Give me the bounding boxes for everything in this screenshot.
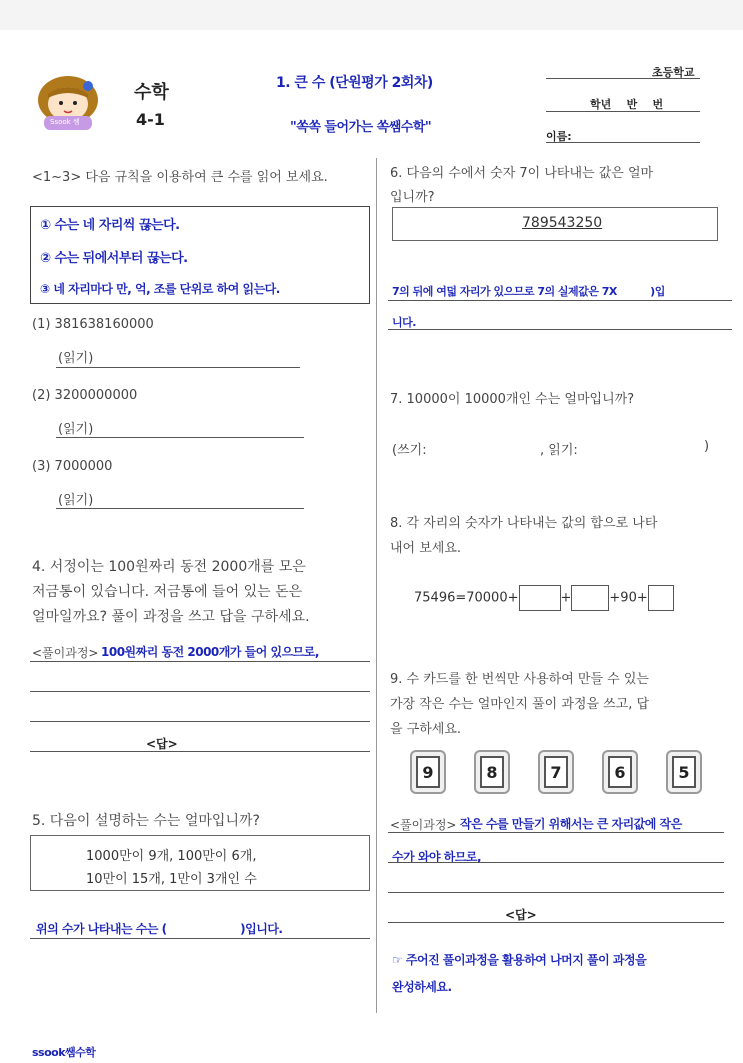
q8-blank-hundreds[interactable] (571, 585, 609, 611)
grade-label: 4-1 (136, 110, 165, 129)
q9-line-1: 9. 수 카드를 한 번씩만 사용하여 만들 수 있는 (390, 672, 649, 687)
q6-line-1: 6. 다음의 수에서 숫자 7이 나타내는 값은 얼마 (390, 166, 654, 181)
q4-line-3: 얼마일까요? 풀이 과정을 쓰고 답을 구하세요. (32, 609, 310, 625)
problem-2-label: (2) 3200000000 (32, 388, 138, 403)
q4-line-c[interactable] (30, 721, 370, 722)
name-label: 이름: (546, 130, 572, 143)
card-value: 5 (672, 756, 696, 788)
number-card-5 (666, 750, 702, 794)
q9-process-handwriting-1: 작은 수를 만들기 위해서는 큰 자리값에 작은 (460, 817, 682, 831)
q8-blank-ones[interactable] (648, 585, 674, 611)
q9-line-3: 을 구하세요. (390, 722, 462, 737)
number-card-9 (410, 750, 446, 794)
q7-write-label: (쓰기: (392, 443, 427, 458)
number-card-8 (474, 750, 510, 794)
card-value: 7 (544, 756, 568, 788)
q4-process-label: <풀이과정> (32, 646, 99, 660)
number-card-6 (602, 750, 638, 794)
q5-box-line-2: 10만이 15개, 1만이 3개인 수 (86, 872, 257, 887)
problem-3-read: (읽기) (58, 493, 94, 508)
school-label: 초등학교 (652, 66, 695, 79)
card-value: 8 (480, 756, 504, 788)
q9-line-2: 가장 작은 수는 얼마인지 풀이 과정을 쓰고, 답 (390, 697, 650, 712)
avatar (30, 72, 106, 130)
name-line (546, 142, 700, 143)
top-band (0, 0, 743, 30)
problem-1-read: (읽기) (58, 351, 94, 366)
card-value: 9 (416, 756, 440, 788)
subject-label: 수학 (134, 82, 169, 103)
q6-number-text: 789543250 (522, 215, 603, 231)
card-value: 6 (608, 756, 632, 788)
q9-answer-line[interactable] (388, 922, 724, 923)
problem-3-answer-line[interactable] (56, 508, 304, 509)
q8-expr-b: + (560, 590, 572, 606)
q9-answer-label: <답> (505, 908, 537, 922)
q7-question: 7. 10000이 10000개인 수는 얼마입니까? (390, 392, 635, 407)
q5-handwritten-answer: 위의 수가 나타내는 수는 ( )입니다. (36, 922, 283, 936)
q9-line-c[interactable] (388, 892, 724, 893)
q9-process-handwriting-2: 수가 와야 하므로, (392, 850, 482, 864)
q9-line-b[interactable] (388, 862, 724, 863)
q6-line-b[interactable] (388, 329, 732, 330)
q5-answer-line[interactable] (30, 938, 370, 939)
slogan: "쏙쏙 들어가는 쏙쌤수학" (290, 120, 432, 135)
q8-expr-c: +90+ (609, 590, 648, 606)
q5-box-line-1: 1000만이 9개, 100만이 6개, (86, 849, 257, 864)
q4-answer-line[interactable] (30, 751, 370, 752)
q8-expr-a: 75496=70000+ (414, 590, 519, 606)
number-card-7 (538, 750, 574, 794)
q4-process-handwriting: 100원짜리 동전 2000개가 들어 있으므로, (101, 645, 319, 659)
q6-line-2: 입니까? (390, 190, 435, 205)
q6-number (522, 215, 602, 231)
q8-blank-thousands[interactable] (519, 585, 561, 611)
q6-line-a[interactable] (388, 300, 732, 301)
problem-3-label: (3) 7000000 (32, 459, 113, 474)
q4-line-1: 4. 서정이는 100원짜리 동전 2000개를 모은 (32, 559, 306, 575)
unit-title: 1. 큰 수 (단원평가 2회차) (276, 75, 433, 91)
q9-process-label: <풀이과정> (390, 818, 457, 832)
q9-note-line-2: 완성하세요. (392, 980, 452, 994)
problem-1-label: (1) 381638160000 (32, 317, 154, 332)
q7-close-paren: ) (704, 439, 710, 454)
problem-2-read: (읽기) (58, 422, 94, 437)
footer-brand: ssook쌤수학 (32, 1046, 96, 1059)
school-line (546, 78, 700, 79)
problem-1-answer-line[interactable] (56, 367, 300, 368)
q5-question: 5. 다음이 설명하는 수는 얼마입니까? (32, 813, 260, 829)
q4-answer-label: <답> (146, 737, 178, 751)
problem-2-answer-line[interactable] (56, 437, 304, 438)
q7-read-label: , 읽기: (540, 443, 578, 458)
class-line (546, 111, 700, 112)
q8-expression (414, 585, 674, 611)
q6-handwriting-line-2: 니다. (392, 316, 416, 329)
q8-line-1: 8. 각 자리의 숫자가 나타내는 값의 합으로 나타 (390, 516, 658, 531)
q4-line-a[interactable] (30, 661, 370, 662)
q4-line-2: 저금통이 있습니다. 저금통에 들어 있는 돈은 (32, 584, 303, 600)
q9-note-line-1: ☞ 주어진 풀이과정을 활용하여 나머지 풀이 과정을 (392, 953, 647, 967)
q4-line-b[interactable] (30, 691, 370, 692)
rule-3: ③ 네 자리마다 만, 억, 조를 단위로 하여 읽는다. (40, 282, 280, 296)
q6-handwriting-line-1: 7의 뒤에 여덟 자리가 있으므로 7의 실제값은 7X )입 (392, 285, 665, 298)
class-fields: 학년 반 번 (590, 98, 664, 111)
q8-line-2: 내어 보세요. (390, 541, 462, 556)
rule-1: ① 수는 네 자리씩 끊는다. (40, 218, 180, 233)
avatar-tag: Ssook 쌤 (50, 118, 80, 126)
rule-2: ② 수는 뒤에서부터 끊는다. (40, 251, 188, 266)
q9-line-a[interactable] (388, 832, 724, 833)
column-divider (376, 158, 377, 1013)
intro-text: <1~3> 다음 규칙을 이용하여 큰 수를 읽어 보세요. (32, 170, 328, 185)
